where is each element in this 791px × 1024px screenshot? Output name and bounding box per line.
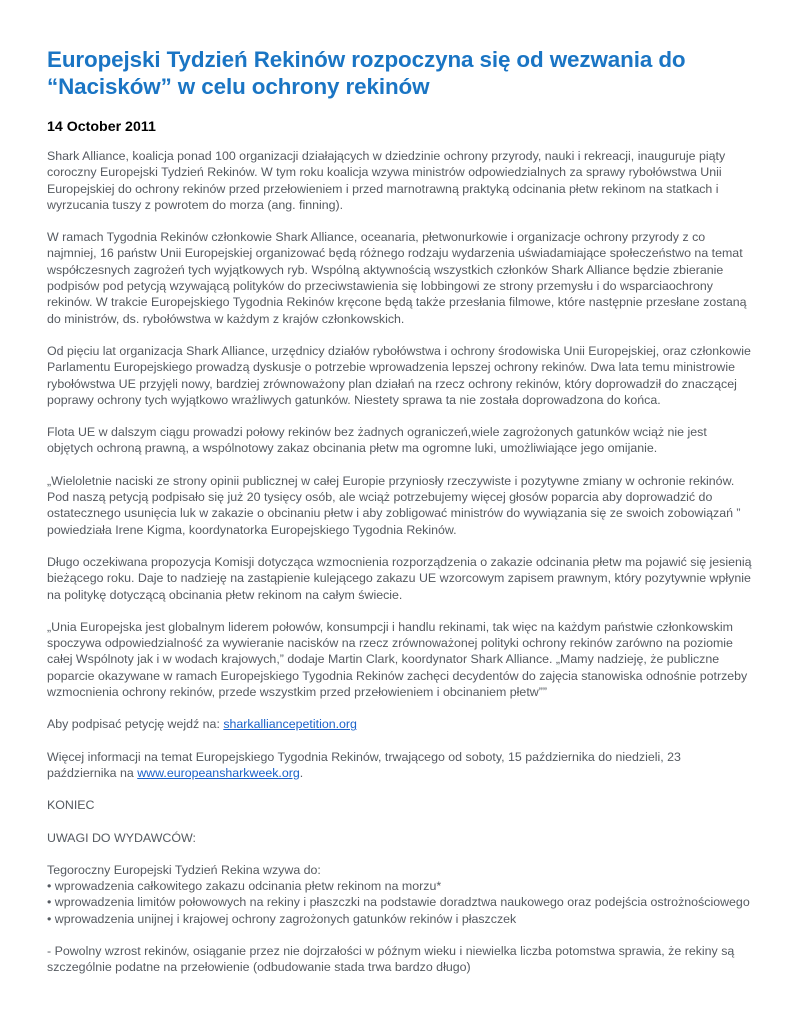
more-info-after: . [299, 765, 304, 780]
more-info-text: Więcej informacji na temat Europejskiego Tygodnia Rekinów, trwającego od soboty, 15 października do niedzieli, 23 października na [47, 749, 681, 780]
paragraph: Flota UE w dalszym ciągu prowadzi połowy rekinów bez żadnych ograniczeń,wiele zagrożonych gatunków wciąż nie jest objętych ochroną prawną, a wspólnotowy zakaz obcinania płetw ma ogromne luki, umożliwiające jego omijanie. [47, 425, 707, 456]
end-label: KONIEC [47, 798, 95, 813]
petition-line [47, 716, 753, 732]
petition-text: Aby podpisać petycję wejdź na: [47, 717, 224, 732]
paragraph-quote: „Unia Europejska jest globalnym liderem połowów, konsumpcji i handlu rekinami, tak więc na każdym państwie członkowskim spoczywa odpowiedzialność za wywieranie nacisków na rzecz zrównoważonej polityki ochrony rekinów zarówno na poziomie całej Wspólnoty jak i w wodach krajowych,” dodaje Martin Clark, koordynator Shark Alliance. „Mamy nadzieję, że publiczne poparcie okazywane w ramach Europejskiego Tygodnia Rekinów zachęci decydentów do zajęcia stanowiska odnośnie potrzeby wzmocnienia ochrony rekinów, przede wszystkim przed przełowieniem i obcinaniem płetw”” [47, 619, 748, 700]
notes-heading: UWAGI DO WYDAWCÓW: [47, 830, 196, 845]
notes-intro: Tegoroczny Europejski Tydzień Rekina wzywa do: [47, 862, 321, 877]
list-item: • wprowadzenia limitów połowowych na rekiny i płaszczki na podstawie doradztwa naukowego oraz podejścia ostrożnościowego [47, 895, 750, 910]
paragraph: Shark Alliance, koalicja ponad 100 organizacji działających w dziedzinie ochrony przyrody, nauki i rekreacji, inauguruje piąty coroczny Europejski Tydzień Rekinów. W tym roku koalicja wzywa ministrów odpowiedzialnych za sprawy rybołówstwa Unii Europejskiej do ochrony rekinów przed przełowieniem i przed marnotrawną praktyką odcinania płetw rekinom na statkach i wyrzucania tuszy z powrotem do morza (ang. finning). [47, 149, 726, 212]
shark-week-link[interactable]: www.europeansharkweek.org [137, 765, 300, 780]
list-item: • wprowadzenia unijnej i krajowej ochrony zagrożonych gatunków rekinów i płaszczek [47, 911, 517, 926]
page-title: Europejski Tydzień Rekinów rozpoczyna się od wezwania do “Nacisków” w celu ochrony rekinów [47, 47, 686, 99]
publication-date: 14 October 2011 [47, 119, 156, 135]
paragraph: W ramach Tygodnia Rekinów członkowie Shark Alliance, oceanaria, płetwonurkowie i organizacje ochrony przyrody z co najmniej, 16 państw Unii Europejskiej organizować będą różnego rodzaju wydarzenia uświadamiające społeczeństwo na temat współczesnych zagrożeń tych wyjątkowych ryb. Wspólną aktywnością wszystkich członków Shark Alliance będzie zbieranie podpisów pod petycją wzywającą polityków do przeciwstawienia się lobbingowi ze strony przemysłu i do wsparciaochrony rekinów. W trakcie Europejskiego Tygodnia Rekinów kręcone będą także przesłania filmowe, które następnie przesłane zostaną do ministrów, ds. rybołówstwa w każdym z krajów członkowskich. [47, 230, 747, 326]
notes-list [47, 878, 753, 927]
petition-link[interactable]: sharkalliancepetition.org [223, 717, 357, 732]
final-note: - Powolny wzrost rekinów, osiąganie przez nie dojrzałości w późnym wieku i niewielka liczba potomstwa sprawia, że rekiny są szczególnie podatne na przełowienie (odbudowanie stada trwa bardzo długo) [47, 943, 735, 975]
paragraph: Długo oczekiwana propozycja Komisji dotycząca wzmocnienia rozporządzenia o zakazie odcinania płetw ma pojawić się jesienią bieżącego roku. Daje to nadzieję na zastąpienie kulejącego zakazu UE wzorcowym zapisem prawnym, który pozytywnie wpłynie na politykę dotyczącą obcinania płetw rekinom na całym świecie. [47, 554, 752, 602]
paragraph-quote: „Wieloletnie naciski ze strony opinii publicznej w całej Europie przyniosły rzeczywiste i pozytywne zmiany w ochronie rekinów. Pod naszą petycją podpisało się już 20 tysięcy osób, ale wciąż potrzebujemy więcej głosów poparcia aby doprowadzić do ostatecznego usunięcia luk w zakazie o obcinaniu płetw i aby zobligować ministrów do wywiązania się ze swoich zobowiązań ” powiedziała Irene Kigma, koordynatorka Europejskiego Tygodnia Rekinów. [47, 473, 741, 537]
document-page [47, 46, 753, 976]
list-item: • wprowadzenia całkowitego zakazu odcinania płetw rekinom na morzu* [47, 879, 442, 894]
more-info-line [47, 749, 753, 782]
paragraph: Od pięciu lat organizacja Shark Alliance, urzędnicy działów rybołówstwa i ochrony środowiska Unii Europejskiej, oraz członkowie Parlamentu Europejskiego prowadzą dyskusje o potrzebie wprowadzenia lepszej ochrony rekinów. Dwa lata temu ministrowie rybołówstwa UE przyjęli nowy, bardziej zrównoważony plan działań na rzecz ochrony rekinów, który doprowadził do znaczącej poprawy ochrony tych wyjątkowo wrażliwych gatunków. Niestety sprawa ta nie została doprowadzona do końca. [47, 343, 751, 407]
